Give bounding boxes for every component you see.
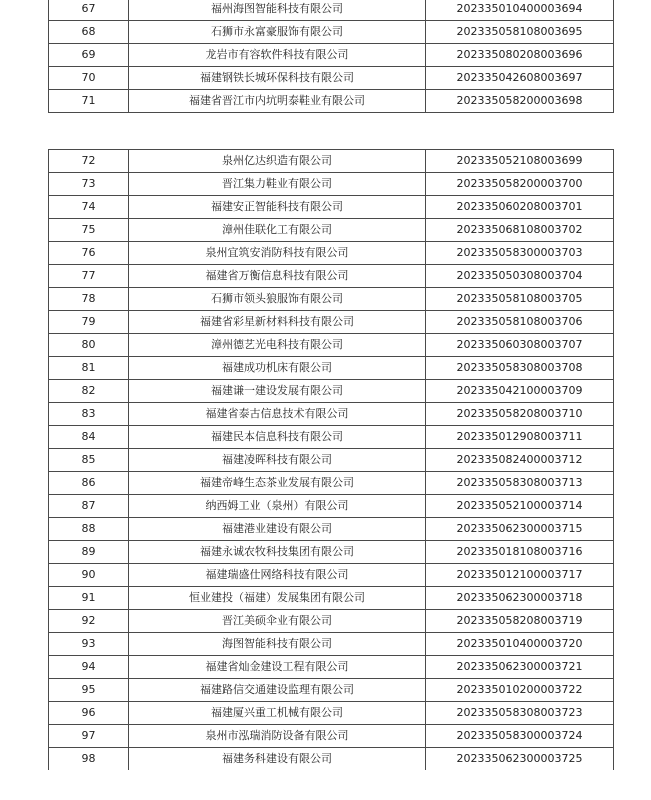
table-row [49, 90, 614, 113]
table-row [49, 196, 614, 219]
registration-code: 202335062300003715 [426, 518, 614, 541]
company-name: 福建省万衡信息科技有限公司 [129, 265, 426, 288]
row-number: 85 [49, 449, 129, 472]
registration-code: 202335010400003720 [426, 633, 614, 656]
registration-code: 202335052100003714 [426, 495, 614, 518]
company-name: 福建港业建设有限公司 [129, 518, 426, 541]
table-row [49, 0, 614, 21]
registration-code: 202335042100003709 [426, 380, 614, 403]
company-name: 石狮市领头狼服饰有限公司 [129, 288, 426, 311]
row-number: 95 [49, 679, 129, 702]
table-row [49, 44, 614, 67]
company-name: 漳州德艺光电科技有限公司 [129, 334, 426, 357]
company-name: 福建省晋江市内坑明泰鞋业有限公司 [129, 90, 426, 113]
row-number: 68 [49, 21, 129, 44]
table-row [49, 403, 614, 426]
table-row [49, 357, 614, 380]
table-row [49, 265, 614, 288]
company-name: 福建务科建设有限公司 [129, 748, 426, 771]
company-name: 福建省彩星新材料科技有限公司 [129, 311, 426, 334]
company-name: 福建钢铁长城环保科技有限公司 [129, 67, 426, 90]
company-name: 福建谦一建设发展有限公司 [129, 380, 426, 403]
registration-code: 202335052108003699 [426, 150, 614, 173]
row-number: 96 [49, 702, 129, 725]
company-name: 福建凌晖科技有限公司 [129, 449, 426, 472]
table-row [49, 564, 614, 587]
row-number: 94 [49, 656, 129, 679]
row-number: 86 [49, 472, 129, 495]
registration-code: 202335018108003716 [426, 541, 614, 564]
company-name: 福建省泰古信息技术有限公司 [129, 403, 426, 426]
row-number: 98 [49, 748, 129, 771]
company-name: 福建省灿金建设工程有限公司 [129, 656, 426, 679]
row-number: 71 [49, 90, 129, 113]
registration-code: 202335012908003711 [426, 426, 614, 449]
row-number: 70 [49, 67, 129, 90]
registration-code: 202335050308003704 [426, 265, 614, 288]
registration-code: 202335068108003702 [426, 219, 614, 242]
company-name: 福建民本信息科技有限公司 [129, 426, 426, 449]
registration-code: 202335060208003701 [426, 196, 614, 219]
table-row [49, 633, 614, 656]
table-row [49, 449, 614, 472]
table-row [49, 288, 614, 311]
table-row [49, 426, 614, 449]
row-number: 97 [49, 725, 129, 748]
company-name: 漳州佳联化工有限公司 [129, 219, 426, 242]
row-number: 76 [49, 242, 129, 265]
row-number: 90 [49, 564, 129, 587]
row-number: 80 [49, 334, 129, 357]
company-name: 泉州市泓瑞消防设备有限公司 [129, 725, 426, 748]
row-number: 89 [49, 541, 129, 564]
row-number: 69 [49, 44, 129, 67]
company-name: 泉州宜筑安消防科技有限公司 [129, 242, 426, 265]
row-number: 79 [49, 311, 129, 334]
registration-code: 202335058300003724 [426, 725, 614, 748]
registration-code: 202335080208003696 [426, 44, 614, 67]
row-number: 82 [49, 380, 129, 403]
row-number: 72 [49, 150, 129, 173]
company-name: 海图智能科技有限公司 [129, 633, 426, 656]
company-name: 福建永诚农牧科技集团有限公司 [129, 541, 426, 564]
registration-code: 202335058208003719 [426, 610, 614, 633]
row-number: 77 [49, 265, 129, 288]
table-row [49, 587, 614, 610]
row-number: 73 [49, 173, 129, 196]
registration-code: 202335058308003708 [426, 357, 614, 380]
company-name: 福建路信交通建设监理有限公司 [129, 679, 426, 702]
registration-code: 202335062300003721 [426, 656, 614, 679]
row-number: 83 [49, 403, 129, 426]
registration-code: 202335058208003710 [426, 403, 614, 426]
row-number: 87 [49, 495, 129, 518]
table-row [49, 219, 614, 242]
table-row [49, 518, 614, 541]
registration-code: 202335058200003700 [426, 173, 614, 196]
table-row [49, 334, 614, 357]
company-name: 福建瑞盛仕网络科技有限公司 [129, 564, 426, 587]
company-table-top [48, 0, 614, 113]
company-name: 福州海图智能科技有限公司 [129, 0, 426, 21]
registration-code: 202335060308003707 [426, 334, 614, 357]
company-name: 石狮市永富豪服饰有限公司 [129, 21, 426, 44]
company-name: 晋江集力鞋业有限公司 [129, 173, 426, 196]
registration-code: 202335082400003712 [426, 449, 614, 472]
registration-code: 202335058108003706 [426, 311, 614, 334]
registration-code: 202335058308003723 [426, 702, 614, 725]
table-row [49, 495, 614, 518]
table-body [49, 0, 614, 113]
row-number: 91 [49, 587, 129, 610]
company-name: 纳西姆工业（泉州）有限公司 [129, 495, 426, 518]
table-body [49, 150, 614, 771]
row-number: 78 [49, 288, 129, 311]
company-name: 福建成功机床有限公司 [129, 357, 426, 380]
table-row [49, 748, 614, 771]
row-number: 75 [49, 219, 129, 242]
table-row [49, 656, 614, 679]
registration-code: 202335012100003717 [426, 564, 614, 587]
registration-code: 202335042608003697 [426, 67, 614, 90]
registration-code: 202335058108003705 [426, 288, 614, 311]
table-row [49, 242, 614, 265]
row-number: 88 [49, 518, 129, 541]
table-row [49, 311, 614, 334]
row-number: 93 [49, 633, 129, 656]
table-row [49, 725, 614, 748]
table-row [49, 67, 614, 90]
table-row [49, 173, 614, 196]
company-name: 泉州亿达织造有限公司 [129, 150, 426, 173]
table-row [49, 702, 614, 725]
registration-code: 202335010200003722 [426, 679, 614, 702]
table-row [49, 380, 614, 403]
company-name: 龙岩市有容软件科技有限公司 [129, 44, 426, 67]
table-row [49, 610, 614, 633]
registration-code: 202335062300003725 [426, 748, 614, 771]
table-row [49, 21, 614, 44]
table-row [49, 472, 614, 495]
table-row [49, 150, 614, 173]
company-name: 福建安正智能科技有限公司 [129, 196, 426, 219]
company-name: 晋江美硕伞业有限公司 [129, 610, 426, 633]
registration-code: 202335058200003698 [426, 90, 614, 113]
registration-code: 202335058108003695 [426, 21, 614, 44]
company-name: 福建厦兴重工机械有限公司 [129, 702, 426, 725]
registration-code: 202335010400003694 [426, 0, 614, 21]
table-row [49, 541, 614, 564]
row-number: 84 [49, 426, 129, 449]
row-number: 92 [49, 610, 129, 633]
company-name: 恒业建投（福建）发展集团有限公司 [129, 587, 426, 610]
registration-code: 202335058300003703 [426, 242, 614, 265]
registration-code: 202335062300003718 [426, 587, 614, 610]
row-number: 74 [49, 196, 129, 219]
registration-code: 202335058308003713 [426, 472, 614, 495]
row-number: 81 [49, 357, 129, 380]
company-name: 福建帝峰生态茶业发展有限公司 [129, 472, 426, 495]
company-table-bottom [48, 149, 614, 770]
row-number: 67 [49, 0, 129, 21]
table-row [49, 679, 614, 702]
